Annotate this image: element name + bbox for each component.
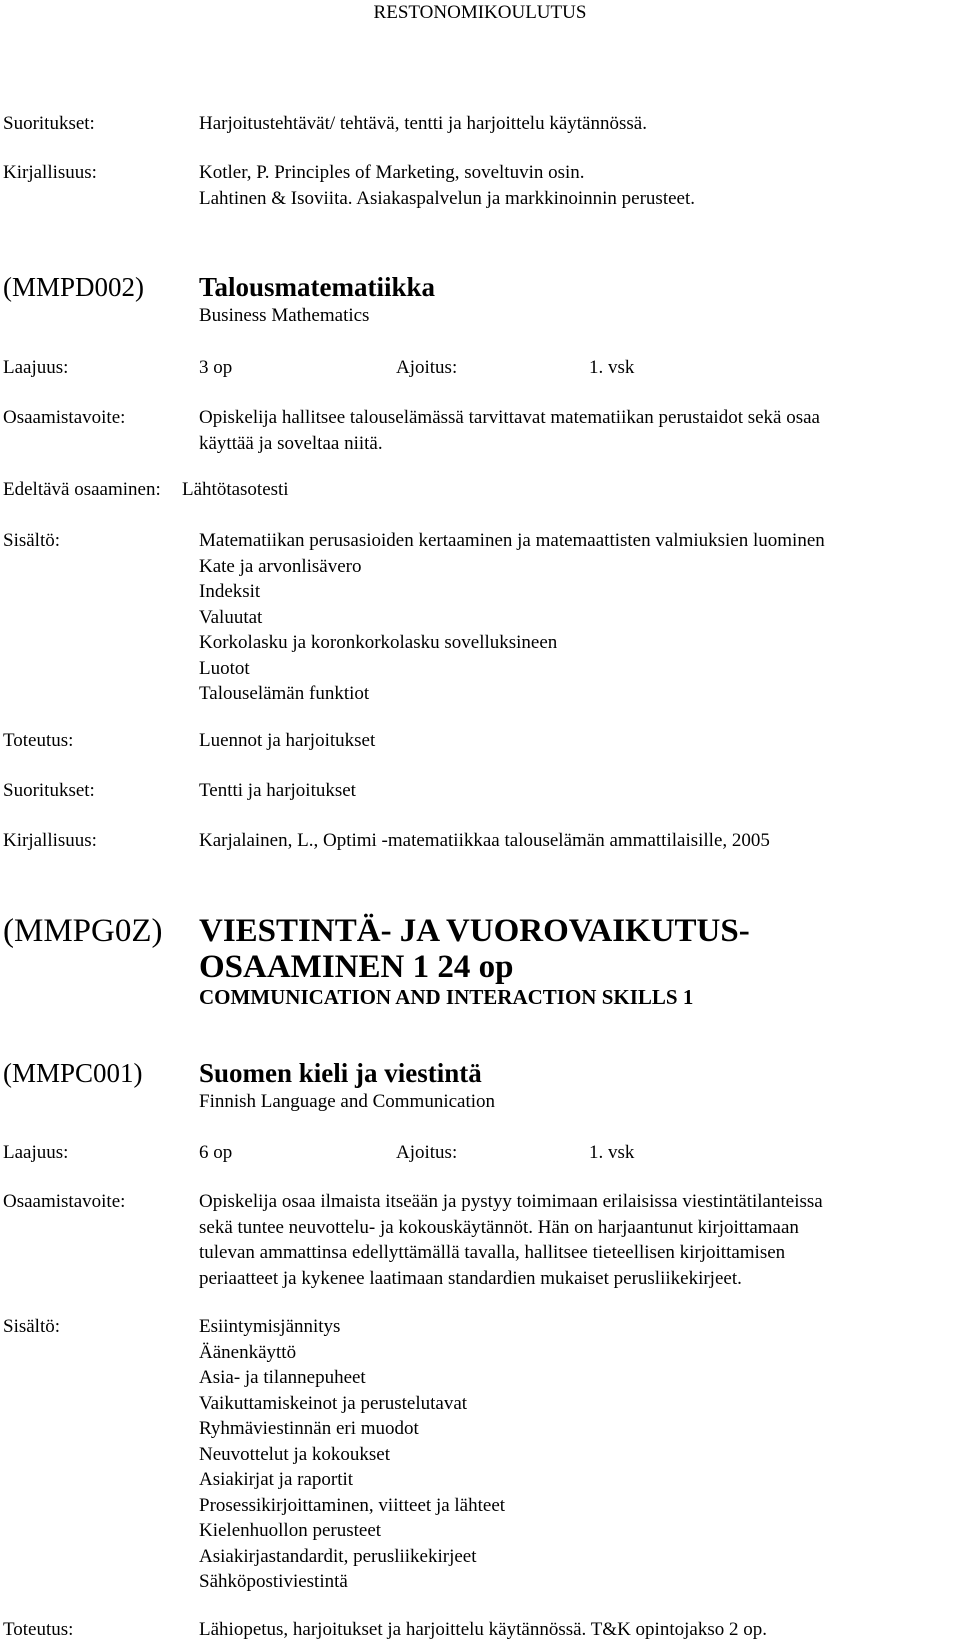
- sisalto-item: Prosessikirjoittaminen, viitteet ja lähteet: [199, 1494, 506, 1516]
- osaamistavoite-line: periaatteet ja kykenee laatimaan standardien mukaiset perusliikekirjeet.: [199, 1267, 742, 1289]
- osaamistavoite-text: [199, 405, 820, 456]
- kirjallisuus-item: Lahtinen & Isoviita. Asiakaspalvelun ja markkinoinnin perusteet.: [199, 187, 695, 209]
- kirjallisuus-label: Kirjallisuus:: [3, 162, 97, 183]
- kirjallisuus-list: [199, 160, 695, 211]
- suoritukset-label: Suoritukset:: [3, 780, 95, 801]
- osaamistavoite-line: käyttää ja soveltaa niitä.: [199, 432, 383, 454]
- sisalto-item: Esiintymisjännitys: [199, 1316, 341, 1337]
- sisalto-item: Valuutat: [199, 606, 263, 628]
- sisalto-item: Korkolasku ja koronkorkolasku sovelluksineen: [199, 632, 558, 653]
- osaamistavoite-line: Opiskelija hallitsee talouselämässä tarvittavat matematiikan perustaidot sekä osaa: [199, 407, 820, 428]
- sisalto-label: Sisältö:: [3, 1316, 61, 1337]
- osaamistavoite-line: tulevan ammattinsa edellyttämällä tavalla, hallitsee tieteellisen kirjoittamisen: [199, 1242, 786, 1263]
- laajuus-value: 6 op: [199, 1142, 233, 1163]
- kirjallisuus-item: Kotler, P. Principles of Marketing, soveltuvin osin.: [199, 162, 585, 183]
- sisalto-item: Sähköpostiviestintä: [199, 1571, 348, 1592]
- course-title: Talousmatematiikka: [199, 272, 436, 302]
- osaamistavoite-label: Osaamistavoite:: [3, 1191, 126, 1212]
- toteutus-label: Toteutus:: [3, 1619, 74, 1640]
- ajoitus-label: Ajoitus:: [396, 1142, 458, 1163]
- sisalto-item: Asiakirjat ja raportit: [199, 1469, 354, 1490]
- toteutus-value: Luennot ja harjoitukset: [199, 730, 376, 751]
- sisalto-list: [199, 1314, 505, 1595]
- course-code: (MMPD002): [3, 272, 145, 302]
- laajuus-value: 3 op: [199, 357, 233, 378]
- sisalto-item: Äänenkäyttö: [199, 1341, 297, 1363]
- laajuus-label: Laajuus:: [3, 357, 69, 378]
- kirjallisuus-label: Kirjallisuus:: [3, 830, 97, 851]
- edeltava-value: Lähtötasotesti: [182, 479, 289, 500]
- module-title-line1: VIESTINTÄ- JA VUOROVAIKUTUS-: [199, 913, 750, 949]
- osaamistavoite-line: Opiskelija osaa ilmaista itseään ja pystyy toimimaan erilaisissa viestintätilanteissa: [199, 1191, 823, 1212]
- module-subtitle: COMMUNICATION AND INTERACTION SKILLS 1: [199, 985, 694, 1009]
- sisalto-item: Luotot: [199, 657, 250, 679]
- module-title-line2: OSAAMINEN 1 24 op: [199, 949, 514, 985]
- sisalto-item: Vaikuttamiskeinot ja perustelutavat: [199, 1392, 468, 1414]
- sisalto-item: Indeksit: [199, 581, 261, 602]
- sisalto-item: Kielenhuollon perusteet: [199, 1520, 382, 1541]
- toteutus-value: Lähiopetus, harjoitukset ja harjoittelu käytännössä. T&K opintojakso 2 op.: [199, 1619, 767, 1640]
- ajoitus-label: Ajoitus:: [396, 357, 458, 378]
- suoritukset-label: Suoritukset:: [3, 113, 95, 134]
- course-subtitle: Business Mathematics: [199, 305, 370, 326]
- course-subtitle: Finnish Language and Communication: [199, 1091, 496, 1112]
- course-code: (MMPC001): [3, 1058, 143, 1088]
- page-header: RESTONOMIKOULUTUS: [373, 2, 587, 23]
- sisalto-item: Asiakirjastandardit, perusliikekirjeet: [199, 1545, 477, 1567]
- sisalto-item: Kate ja arvonlisävero: [199, 555, 362, 577]
- module-code: (MMPG0Z): [3, 913, 163, 949]
- suoritukset-value: Harjoitustehtävät/ tehtävä, tentti ja harjoittelu käytännössä.: [199, 113, 647, 134]
- sisalto-item: Matematiikan perusasioiden kertaaminen ja matemaattisten valmiuksien luominen: [199, 530, 825, 551]
- osaamistavoite-line: sekä tuntee neuvottelu- ja kokouskäytännöt. Hän on harjaantunut kirjoittamaan: [199, 1216, 799, 1238]
- sisalto-item: Talouselämän funktiot: [199, 683, 370, 704]
- sisalto-item: Neuvottelut ja kokoukset: [199, 1443, 391, 1465]
- laajuus-label: Laajuus:: [3, 1142, 69, 1163]
- course-title: Suomen kieli ja viestintä: [199, 1058, 482, 1088]
- ajoitus-value: 1. vsk: [589, 357, 635, 378]
- sisalto-label: Sisältö:: [3, 530, 61, 551]
- toteutus-label: Toteutus:: [3, 730, 74, 751]
- edeltava-label: Edeltävä osaaminen:: [3, 479, 161, 500]
- osaamistavoite-text: [199, 1189, 823, 1291]
- sisalto-item: Ryhmäviestinnän eri muodot: [199, 1418, 419, 1439]
- ajoitus-value: 1. vsk: [589, 1142, 635, 1163]
- suoritukset-value: Tentti ja harjoitukset: [199, 780, 356, 801]
- sisalto-list: [199, 528, 825, 707]
- sisalto-item: Asia- ja tilannepuheet: [199, 1367, 366, 1388]
- kirjallisuus-value: Karjalainen, L., Optimi -matematiikkaa talouselämän ammattilaisille, 2005: [199, 830, 770, 851]
- osaamistavoite-label: Osaamistavoite:: [3, 407, 126, 428]
